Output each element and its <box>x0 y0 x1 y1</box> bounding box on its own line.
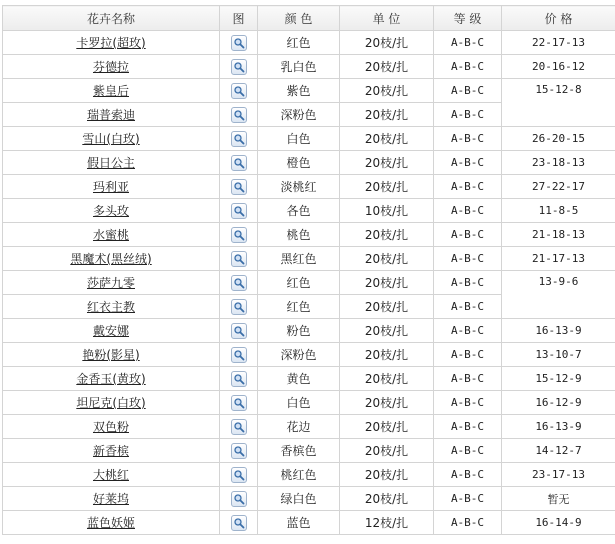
flower-name-link[interactable]: 好莱坞 <box>93 492 129 506</box>
unit-cell: 20枝/扎 <box>340 295 434 319</box>
grade-cell: A-B-C <box>434 367 502 391</box>
grade-cell: A-B-C <box>434 415 502 439</box>
flower-name-link[interactable]: 卡罗拉(超玫) <box>76 36 145 50</box>
magnifier-icon[interactable] <box>231 491 247 507</box>
header-color: 颜 色 <box>258 6 340 31</box>
price-cell: 16-12-9 <box>502 391 615 415</box>
color-cell: 红色 <box>258 295 340 319</box>
flower-name-link[interactable]: 蓝色妖姬 <box>87 516 135 530</box>
grade-cell: A-B-C <box>434 487 502 511</box>
grade-cell: A-B-C <box>434 199 502 223</box>
price-cell: 16-13-9 <box>502 415 615 439</box>
price-cell: 11-8-5 <box>502 199 615 223</box>
color-cell: 桃红色 <box>258 463 340 487</box>
price-cell: 23-18-13 <box>502 151 615 175</box>
flower-name-cell <box>3 439 220 463</box>
magnifier-icon[interactable] <box>231 131 247 147</box>
unit-cell: 20枝/扎 <box>340 391 434 415</box>
flower-name-link[interactable]: 戴安娜 <box>93 324 129 338</box>
unit-cell: 20枝/扎 <box>340 31 434 55</box>
flower-name-cell <box>3 511 220 535</box>
flower-name-link[interactable]: 坦尼克(白玫) <box>76 396 145 410</box>
flower-name-cell <box>3 415 220 439</box>
unit-cell: 12枝/扎 <box>340 511 434 535</box>
grade-cell: A-B-C <box>434 391 502 415</box>
picture-cell <box>220 79 258 103</box>
flower-name-cell <box>3 199 220 223</box>
color-cell: 乳白色 <box>258 55 340 79</box>
unit-cell: 20枝/扎 <box>340 127 434 151</box>
grade-cell: A-B-C <box>434 343 502 367</box>
flower-name-link[interactable]: 黑魔术(黑丝绒) <box>70 252 151 266</box>
flower-name-cell <box>3 31 220 55</box>
table-row <box>3 199 615 223</box>
header-flower-name: 花卉名称 <box>3 6 220 31</box>
price-cell: 13-10-7 <box>502 343 615 367</box>
flower-name-link[interactable]: 双色粉 <box>93 420 129 434</box>
unit-cell: 20枝/扎 <box>340 223 434 247</box>
magnifier-icon[interactable] <box>231 179 247 195</box>
magnifier-icon[interactable] <box>231 299 247 315</box>
color-cell: 深粉色 <box>258 103 340 127</box>
price-cell: 22-17-13 <box>502 31 615 55</box>
grade-cell: A-B-C <box>434 463 502 487</box>
color-cell: 黄色 <box>258 367 340 391</box>
table-row <box>3 247 615 271</box>
picture-cell <box>220 295 258 319</box>
price-cell: 20-16-12 <box>502 55 615 79</box>
grade-cell: A-B-C <box>434 31 502 55</box>
price-cell: 26-20-15 <box>502 127 615 151</box>
magnifier-icon[interactable] <box>231 227 247 243</box>
table-row <box>3 367 615 391</box>
color-cell: 白色 <box>258 127 340 151</box>
flower-name-cell <box>3 103 220 127</box>
grade-cell: A-B-C <box>434 319 502 343</box>
magnifier-icon[interactable] <box>231 443 247 459</box>
grade-cell: A-B-C <box>434 511 502 535</box>
picture-cell <box>220 247 258 271</box>
header-picture: 图 <box>220 6 258 31</box>
flower-name-link[interactable]: 艳粉(影星) <box>82 348 139 362</box>
flower-name-cell <box>3 127 220 151</box>
flower-name-cell <box>3 391 220 415</box>
grade-cell: A-B-C <box>434 55 502 79</box>
picture-cell <box>220 31 258 55</box>
color-cell: 蓝色 <box>258 511 340 535</box>
color-cell: 橙色 <box>258 151 340 175</box>
picture-cell <box>220 487 258 511</box>
flower-name-link[interactable]: 假日公主 <box>87 156 135 170</box>
unit-cell: 20枝/扎 <box>340 463 434 487</box>
picture-cell <box>220 223 258 247</box>
color-cell: 桃色 <box>258 223 340 247</box>
flower-name-cell <box>3 247 220 271</box>
unit-cell: 20枝/扎 <box>340 319 434 343</box>
grade-cell: A-B-C <box>434 223 502 247</box>
table-row <box>3 271 615 295</box>
magnifier-icon[interactable] <box>231 323 247 339</box>
color-cell: 各色 <box>258 199 340 223</box>
price-cell: 23-17-13 <box>502 463 615 487</box>
picture-cell <box>220 271 258 295</box>
flower-name-link[interactable]: 玛利亚 <box>93 180 129 194</box>
unit-cell: 20枝/扎 <box>340 439 434 463</box>
flower-name-cell <box>3 79 220 103</box>
grade-cell: A-B-C <box>434 127 502 151</box>
picture-cell <box>220 415 258 439</box>
flower-name-cell <box>3 55 220 79</box>
picture-cell <box>220 151 258 175</box>
flower-name-link[interactable]: 多头玫 <box>93 204 129 218</box>
color-cell: 花边 <box>258 415 340 439</box>
price-cell: 15-12-9 <box>502 367 615 391</box>
unit-cell: 20枝/扎 <box>340 175 434 199</box>
color-cell: 紫色 <box>258 79 340 103</box>
flower-price-table <box>2 5 615 535</box>
table-row <box>3 511 615 535</box>
grade-cell: A-B-C <box>434 151 502 175</box>
header-unit: 单 位 <box>340 6 434 31</box>
price-cell: 暂无 <box>502 487 615 511</box>
grade-cell: A-B-C <box>434 295 502 319</box>
magnifier-icon[interactable] <box>231 419 247 435</box>
flower-name-link[interactable]: 新香槟 <box>93 444 129 458</box>
picture-cell <box>220 55 258 79</box>
magnifier-icon[interactable] <box>231 275 247 291</box>
flower-name-link[interactable]: 水蜜桃 <box>93 228 129 242</box>
picture-cell <box>220 127 258 151</box>
table-header-row <box>3 6 615 31</box>
color-cell: 红色 <box>258 31 340 55</box>
flower-name-cell <box>3 223 220 247</box>
flower-name-link[interactable]: 红衣主教 <box>87 300 135 314</box>
flower-name-cell <box>3 175 220 199</box>
flower-name-cell <box>3 343 220 367</box>
flower-name-link[interactable]: 金香玉(黄玫) <box>76 372 145 386</box>
flower-name-cell <box>3 463 220 487</box>
magnifier-icon[interactable] <box>231 59 247 75</box>
grade-cell: A-B-C <box>434 247 502 271</box>
grade-cell: A-B-C <box>434 79 502 103</box>
price-cell: 14-12-7 <box>502 439 615 463</box>
price-cell: 16-13-9 <box>502 319 615 343</box>
magnifier-icon[interactable] <box>231 155 247 171</box>
table-row <box>3 487 615 511</box>
magnifier-icon[interactable] <box>231 347 247 363</box>
unit-cell: 20枝/扎 <box>340 415 434 439</box>
unit-cell: 20枝/扎 <box>340 271 434 295</box>
unit-cell: 20枝/扎 <box>340 55 434 79</box>
price-cell: 13-9-6 <box>502 271 615 319</box>
table-row <box>3 151 615 175</box>
picture-cell <box>220 103 258 127</box>
flower-name-cell <box>3 295 220 319</box>
header-grade: 等 级 <box>434 6 502 31</box>
magnifier-icon[interactable] <box>231 515 247 531</box>
flower-name-link[interactable]: 芬德拉 <box>93 60 129 74</box>
table-row <box>3 319 615 343</box>
grade-cell: A-B-C <box>434 103 502 127</box>
flower-name-cell <box>3 151 220 175</box>
magnifier-icon[interactable] <box>231 251 247 267</box>
magnifier-icon[interactable] <box>231 107 247 123</box>
flower-name-link[interactable]: 雪山(白玫) <box>82 132 139 146</box>
magnifier-icon[interactable] <box>231 35 247 51</box>
color-cell: 白色 <box>258 391 340 415</box>
flower-name-link[interactable]: 莎萨九零 <box>87 276 135 290</box>
picture-cell <box>220 319 258 343</box>
flower-name-link[interactable]: 紫皇后 <box>93 84 129 98</box>
magnifier-icon[interactable] <box>231 83 247 99</box>
unit-cell: 20枝/扎 <box>340 247 434 271</box>
flower-name-cell <box>3 367 220 391</box>
table-row <box>3 127 615 151</box>
flower-name-link[interactable]: 瑞普索迪 <box>87 108 135 122</box>
table-row <box>3 175 615 199</box>
picture-cell <box>220 439 258 463</box>
unit-cell: 20枝/扎 <box>340 487 434 511</box>
table-row <box>3 391 615 415</box>
unit-cell: 20枝/扎 <box>340 367 434 391</box>
color-cell: 淡桃红 <box>258 175 340 199</box>
table-row <box>3 79 615 103</box>
magnifier-icon[interactable] <box>231 467 247 483</box>
flower-name-cell <box>3 487 220 511</box>
price-cell: 15-12-8 <box>502 79 615 127</box>
picture-cell <box>220 511 258 535</box>
picture-cell <box>220 463 258 487</box>
color-cell: 粉色 <box>258 319 340 343</box>
price-cell: 21-17-13 <box>502 247 615 271</box>
price-cell: 16-14-9 <box>502 511 615 535</box>
picture-cell <box>220 175 258 199</box>
picture-cell <box>220 367 258 391</box>
unit-cell: 20枝/扎 <box>340 343 434 367</box>
unit-cell: 20枝/扎 <box>340 79 434 103</box>
picture-cell <box>220 343 258 367</box>
flower-name-link[interactable]: 大桃红 <box>93 468 129 482</box>
table-row <box>3 439 615 463</box>
price-cell: 27-22-17 <box>502 175 615 199</box>
table-row <box>3 343 615 367</box>
color-cell: 绿白色 <box>258 487 340 511</box>
unit-cell: 20枝/扎 <box>340 151 434 175</box>
unit-cell: 10枝/扎 <box>340 199 434 223</box>
table-row <box>3 31 615 55</box>
color-cell: 黑红色 <box>258 247 340 271</box>
grade-cell: A-B-C <box>434 439 502 463</box>
table-row <box>3 55 615 79</box>
grade-cell: A-B-C <box>434 175 502 199</box>
picture-cell <box>220 199 258 223</box>
price-cell: 21-18-13 <box>502 223 615 247</box>
unit-cell: 20枝/扎 <box>340 103 434 127</box>
color-cell: 深粉色 <box>258 343 340 367</box>
magnifier-icon[interactable] <box>231 203 247 219</box>
color-cell: 香槟色 <box>258 439 340 463</box>
flower-name-cell <box>3 271 220 295</box>
header-price: 价 格 <box>502 6 615 31</box>
color-cell: 红色 <box>258 271 340 295</box>
magnifier-icon[interactable] <box>231 371 247 387</box>
grade-cell: A-B-C <box>434 271 502 295</box>
picture-cell <box>220 391 258 415</box>
table-row <box>3 223 615 247</box>
magnifier-icon[interactable] <box>231 395 247 411</box>
flower-name-cell <box>3 319 220 343</box>
table-row <box>3 463 615 487</box>
table-row <box>3 415 615 439</box>
